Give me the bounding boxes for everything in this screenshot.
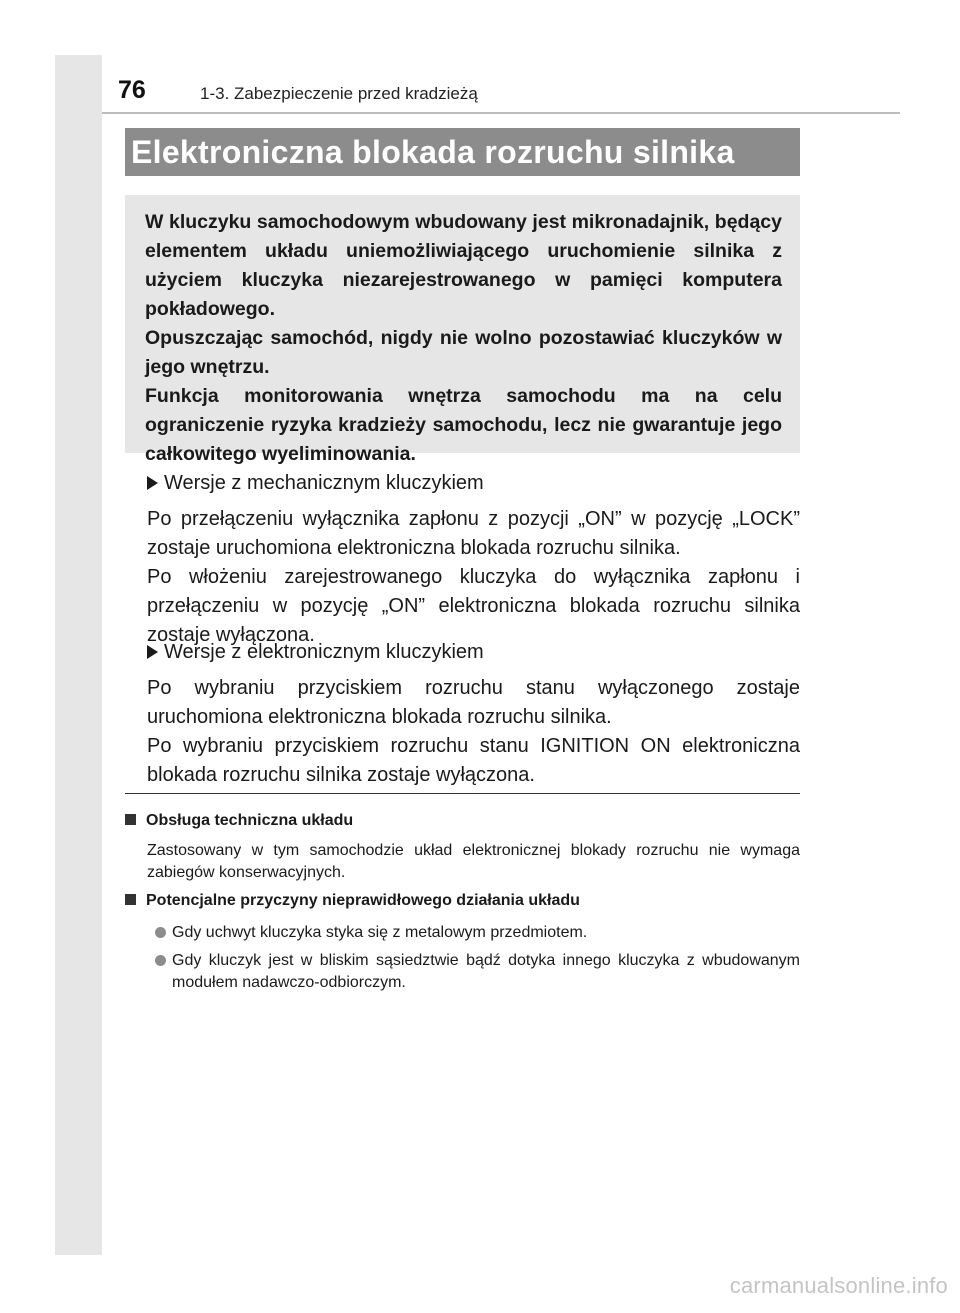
subheading-mechanical-key: [147, 472, 484, 495]
subheading-electronic-key: [147, 641, 484, 664]
page-number: 76: [118, 76, 146, 104]
subheading-mechanical-label: Wersje z mechanicznym kluczykiem: [164, 472, 484, 494]
bullet-text: Gdy kluczyk jest w bliskim sąsiedztwie bądź dotyka innego kluczyka z wbudowanym modułem nadawczo-odbiorczym.: [172, 952, 800, 991]
list-item: [155, 950, 800, 994]
circle-bullet-icon: [155, 927, 166, 938]
note-heading-malfunction-label: Potencjalne przyczyny nieprawidłowego działania układu: [146, 892, 580, 909]
chapter-title: 1-3. Zabezpieczenie przed kradzieżą: [200, 84, 478, 103]
mechanical-paragraph-2: Po włożeniu zarejestrowanego kluczyka do wyłącznika zapłonu i przełączeniu w pozycję „ON” elektroniczna blokada rozruchu silnika zostaje wyłączona.: [147, 566, 800, 646]
section-title-bar: [125, 128, 800, 176]
triangle-bullet-icon: [147, 476, 158, 490]
section-divider: [125, 793, 800, 794]
mechanical-key-body: [147, 505, 800, 650]
note-heading-malfunction: [125, 892, 580, 910]
square-bullet-icon: [125, 814, 136, 825]
square-bullet-icon: [125, 894, 136, 905]
list-item: [155, 922, 800, 944]
note-heading-maintenance-label: Obsługa techniczna układu: [146, 812, 354, 829]
note-heading-maintenance: [125, 812, 353, 830]
note-maintenance-body: [147, 840, 800, 884]
intro-box: [125, 195, 800, 465]
mechanical-paragraph-1: Po przełączeniu wyłącznika zapłonu z pozycji „ON” w pozycję „LOCK” zostaje uruchomiona elektroniczna blokada rozruchu silnika.: [147, 508, 800, 559]
page-header: [102, 74, 900, 114]
watermark: carmanualsonline.info: [729, 1273, 948, 1298]
note-maintenance-text: Zastosowany w tym samochodzie układ elektronicznej blokady rozruchu nie wymaga zabiegów konserwacyjnych.: [147, 842, 800, 881]
electronic-paragraph-2: Po wybraniu przyciskiem rozruchu stanu IGNITION ON elektroniczna blokada rozruchu silnika zostaje wyłączona.: [147, 735, 800, 786]
electronic-paragraph-1: Po wybraniu przyciskiem rozruchu stanu wyłączonego zostaje uruchomiona elektroniczna blokada rozruchu silnika.: [147, 677, 800, 728]
intro-paragraph-2: Opuszczając samochód, nigdy nie wolno pozostawiać kluczyków w jego wnętrzu.: [145, 327, 782, 378]
circle-bullet-icon: [155, 955, 166, 966]
side-margin-strip: [55, 55, 102, 1255]
triangle-bullet-icon: [147, 645, 158, 659]
intro-paragraph-1: W kluczyku samochodowym wbudowany jest mikronadajnik, będący elementem układu uniemożliwiającego uruchomienie silnika z użyciem kluczyka niezarejestrowanego w pamięci komputera pokładowego.: [145, 211, 782, 320]
intro-paragraph-3: Funkcja monitorowania wnętrza samochodu ma na celu ograniczenie ryzyka kradzieży samochodu, lecz nie gwarantuje jego całkowitego wyeliminowania.: [145, 385, 782, 465]
subheading-electronic-label: Wersje z elektronicznym kluczykiem: [164, 641, 484, 663]
bullet-text: Gdy uchwyt kluczyka styka się z metalowym przedmiotem.: [172, 924, 588, 941]
electronic-key-body: [147, 674, 800, 790]
section-title: Elektroniczna blokada rozruchu silnika: [131, 134, 735, 170]
